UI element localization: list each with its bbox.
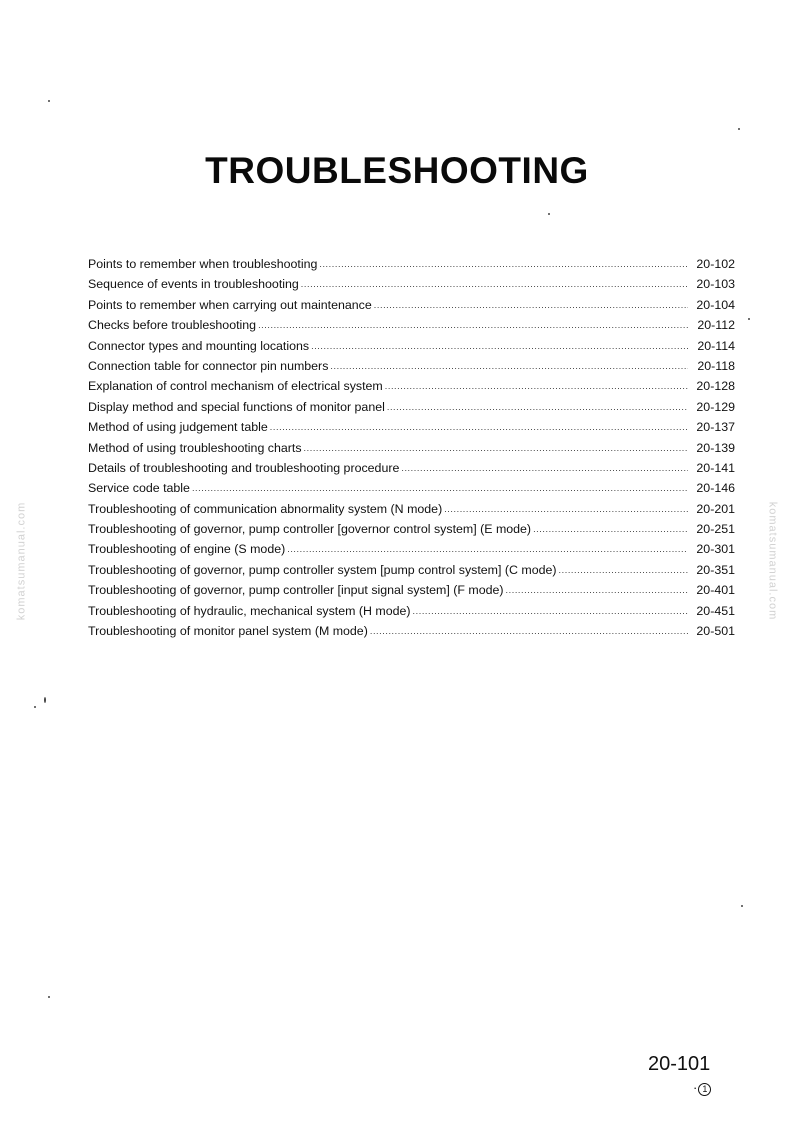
toc-entry[interactable]	[88, 336, 735, 356]
toc-entry-label: Sequence of events in troubleshooting	[88, 277, 299, 292]
toc-entry-label: Method of using troubleshooting charts	[88, 440, 302, 455]
scan-speck	[738, 128, 740, 130]
toc-leader-dots	[304, 438, 688, 458]
toc-entry-page: 20-139	[696, 440, 735, 455]
toc-leader-dots	[413, 601, 688, 621]
toc-leader-dots	[374, 295, 688, 315]
scan-speck	[748, 318, 750, 320]
toc-entry-page: 20-251	[696, 522, 735, 537]
toc-entry-page: 20-451	[696, 603, 735, 618]
toc-entry-page: 20-301	[696, 542, 735, 557]
toc-entry-label: Checks before troubleshooting	[88, 318, 257, 333]
toc-entry-page: 20-201	[696, 501, 735, 516]
toc-leader-dots	[387, 397, 688, 417]
toc-entry-label: Troubleshooting of governor, pump controller [input signal system] (F mode)	[88, 583, 504, 598]
toc-leader-dots	[301, 274, 688, 294]
toc-entry-label: Troubleshooting of hydraulic, mechanical system (H mode)	[88, 603, 411, 618]
scan-speck	[34, 706, 36, 708]
toc-entry-page: 20-128	[696, 379, 735, 394]
toc-leader-dots	[444, 499, 688, 519]
toc-entry[interactable]	[88, 397, 735, 417]
toc-entry[interactable]	[88, 560, 735, 580]
toc-entry[interactable]	[88, 254, 735, 274]
table-of-contents	[88, 254, 735, 641]
watermark-left: komatsumanual.com	[15, 501, 28, 621]
scan-speck	[48, 996, 50, 998]
toc-leader-dots	[192, 478, 688, 498]
toc-leader-dots	[330, 356, 688, 376]
toc-entry-page: 20-501	[696, 624, 735, 639]
toc-entry-page: 20-118	[697, 358, 735, 373]
toc-entry-label: Connection table for connector pin numbers	[88, 358, 329, 373]
toc-entry-label: Troubleshooting of governor, pump controller [governor control system] (E mode)	[88, 522, 532, 537]
toc-entry-label: Service code table	[88, 481, 190, 496]
toc-entry[interactable]	[88, 376, 735, 396]
toc-entry-label: Points to remember when troubleshooting	[88, 257, 318, 271]
toc-entry-page: 20-114	[697, 338, 735, 353]
toc-entry-label: Troubleshooting of engine (S mode)	[88, 542, 286, 557]
toc-entry[interactable]	[88, 478, 735, 498]
toc-leader-dots	[287, 539, 688, 559]
toc-leader-dots	[311, 336, 688, 356]
toc-entry-page: 20-137	[696, 420, 735, 435]
toc-entry-label: Details of troubleshooting and troubleshooting procedure	[88, 460, 400, 475]
scan-speck	[44, 697, 46, 703]
toc-leader-dots	[533, 519, 688, 539]
toc-entry-page: 20-104	[696, 297, 735, 312]
page-number: 20-101	[648, 1053, 711, 1075]
toc-entry[interactable]	[88, 438, 735, 458]
toc-entry-page: 20-129	[696, 399, 735, 414]
toc-leader-dots	[270, 417, 688, 437]
toc-leader-dots	[370, 621, 688, 641]
scan-speck	[48, 100, 50, 102]
toc-entry-label: Method of using judgement table	[88, 420, 268, 435]
toc-entry-label: Points to remember when carrying out maintenance	[88, 297, 372, 312]
scan-speck	[548, 213, 550, 215]
toc-entry-label: Troubleshooting of communication abnormality system (N mode)	[88, 501, 443, 516]
toc-entry-label: Troubleshooting of monitor panel system (M mode)	[88, 624, 368, 639]
page-title: TROUBLESHOOTING	[205, 150, 589, 191]
toc-entry[interactable]	[88, 601, 735, 621]
toc-entry-label: Troubleshooting of governor, pump controller system [pump control system] (C mode)	[88, 562, 557, 577]
toc-entry[interactable]	[88, 499, 735, 519]
revision-number: 1	[698, 1083, 711, 1096]
toc-leader-dots	[506, 580, 688, 600]
toc-leader-dots	[559, 560, 688, 580]
toc-entry-page: 20-146	[696, 481, 735, 496]
toc-entry[interactable]	[88, 356, 735, 376]
toc-entry[interactable]	[88, 274, 735, 294]
toc-entry[interactable]	[88, 580, 735, 600]
toc-entry[interactable]	[88, 621, 735, 641]
toc-leader-dots	[401, 458, 688, 478]
toc-entry[interactable]	[88, 539, 735, 559]
toc-leader-dots	[258, 315, 688, 335]
toc-entry-page: 20-103	[696, 277, 735, 292]
toc-entry[interactable]	[88, 295, 735, 315]
toc-entry-page: 20-112	[697, 318, 735, 333]
toc-entry[interactable]	[88, 519, 735, 539]
toc-entry-page: 20-401	[696, 583, 735, 598]
scan-speck	[741, 905, 743, 907]
toc-entry[interactable]	[88, 458, 735, 478]
toc-entry-label: Connector types and mounting locations	[88, 338, 310, 353]
toc-entry[interactable]	[88, 315, 735, 335]
toc-entry-page: 20-102	[696, 257, 735, 271]
toc-leader-dots	[319, 254, 688, 274]
toc-entry-page: 20-141	[696, 460, 735, 475]
toc-entry[interactable]	[88, 417, 735, 437]
revision-mark: · 1	[693, 1080, 711, 1096]
toc-entry-label: Display method and special functions of monitor panel	[88, 399, 385, 414]
toc-entry-label: Explanation of control mechanism of electrical system	[88, 379, 383, 394]
toc-entry-page: 20-351	[696, 562, 735, 577]
toc-leader-dots	[385, 376, 688, 396]
watermark-right: komatsumanual.com	[766, 501, 779, 621]
